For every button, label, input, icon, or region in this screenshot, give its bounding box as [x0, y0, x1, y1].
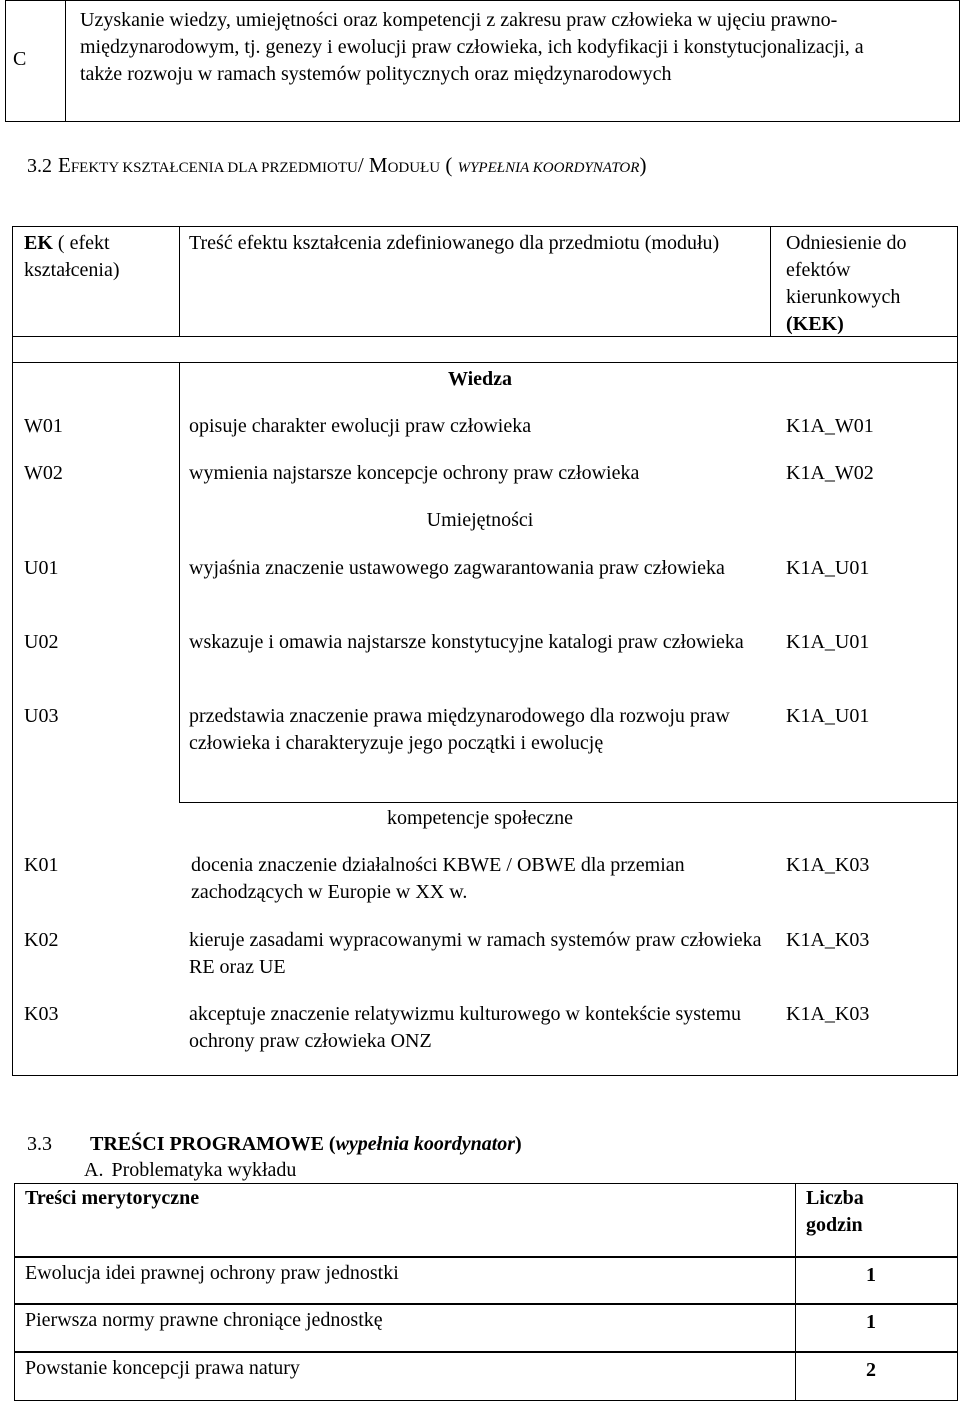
tresci-row-3-hours: 2 — [866, 1359, 876, 1381]
tresci-row-1-hours: 1 — [866, 1264, 876, 1286]
tresci-header-topic: Treści merytoryczne — [25, 1187, 200, 1209]
section-33-subheading: A. Problematyka wykładu — [84, 1159, 297, 1181]
row-u02-kek: K1A_U01 — [786, 631, 870, 653]
row-u01-kek: K1A_U01 — [786, 557, 870, 579]
ek-header-col-divider-1 — [179, 226, 180, 336]
row-k03-text: akceptuje znaczenie relatywizmu kulturowego w kontekście systemu ochrony praw człowieka ONZ — [189, 1003, 742, 1052]
ek-header-kek: Odniesienie do efektów kierunkowych (KEK) — [786, 232, 907, 335]
tresci-row-2-hours: 1 — [866, 1311, 876, 1333]
row-k01-code: K01 — [24, 854, 59, 876]
section-32-number: 3.2 — [27, 155, 52, 177]
tresci-row-2-divider — [795, 1304, 796, 1352]
row-k01-text: docenia znaczenie działalności KBWE / OBWE dla przemian zachodzących w Europie w XX w. — [191, 854, 685, 903]
section-c-divider — [65, 0, 66, 122]
row-u02-code: U02 — [24, 631, 59, 653]
row-k03-code: K03 — [24, 1003, 59, 1025]
section-32-heading: 3.2 EFEKTY KSZTAŁCENIA DLA PRZEDMIOTU/ MODUŁU ( WYPEŁNIA KOORDYNATOR) — [27, 153, 647, 177]
row-k02-code: K02 — [24, 929, 59, 951]
row-w02-text: wymienia najstarsze koncepcje ochrony praw człowieka — [189, 462, 640, 484]
row-w02-kek: K1A_W02 — [786, 462, 874, 484]
tresci-row-3-topic: Powstanie koncepcji prawa natury — [25, 1357, 300, 1379]
row-u01-code: U01 — [24, 557, 59, 579]
ek-header-content: Treść efektu kształcenia zdefiniowanego dla przedmiotu (modułu) — [189, 232, 720, 254]
row-k03-kek: K1A_K03 — [786, 1003, 870, 1025]
row-u01-text: wyjaśnia znaczenie ustawowego zagwarantowania praw człowieka — [189, 557, 725, 579]
row-k02-kek: K1A_K03 — [786, 929, 870, 951]
tresci-row-2-topic: Pierwsza normy prawne chroniące jednostkę — [25, 1309, 383, 1331]
row-k01-kek: K1A_K03 — [786, 854, 870, 876]
row-u02-text: wskazuje i omawia najstarsze konstytucyjne katalogi praw człowieka — [189, 631, 744, 653]
tresci-header-divider — [795, 1183, 796, 1257]
tresci-row-3-divider — [795, 1352, 796, 1401]
ek-group-line — [179, 802, 958, 803]
row-u03-kek: K1A_U01 — [786, 705, 870, 727]
row-u03-text: przedstawia znaczenie prawa międzynarodowego dla rozwoju praw człowieka i charakteryzuje jego początki i ewolucję — [189, 705, 730, 754]
section-33-heading: 3.3 TREŚCI PROGRAMOWE (wypełnia koordynator) — [27, 1133, 522, 1155]
section-c-text: Uzyskanie wiedzy, umiejętności oraz kompetencji z zakresu praw człowieka w ujęciu prawno-międzynarodowym, tj. genezy i ewolucji praw człowieka, ich kodyfikacji i konstytucjonalizacji, a także rozwoju w ramach systemów politycznych oraz międzynarodowych — [80, 9, 864, 85]
group-kompetencje: kompetencje społeczne — [386, 807, 574, 829]
ek-header-col-divider-2 — [770, 226, 771, 336]
ek-gap-line — [12, 362, 958, 363]
section-c-label: C — [13, 48, 27, 70]
group-umiejetnosci: Umiejętności — [426, 509, 534, 531]
section-33-number: 3.3 — [27, 1133, 52, 1155]
ek-body-col-divider — [179, 362, 180, 802]
row-u03-code: U03 — [24, 705, 59, 727]
ek-header-code: EK ( efekt kształcenia) — [24, 232, 120, 281]
row-k02-text: kieruje zasadami wypracowanymi w ramach systemów praw człowieka RE oraz UE — [189, 929, 762, 978]
tresci-row-1-topic: Ewolucja idei prawnej ochrony praw jednostki — [25, 1262, 399, 1284]
tresci-row-1-divider — [795, 1257, 796, 1304]
row-w02-code: W02 — [24, 462, 63, 484]
group-wiedza: Wiedza — [447, 368, 513, 390]
row-w01-kek: K1A_W01 — [786, 415, 874, 437]
row-w01-code: W01 — [24, 415, 63, 437]
tresci-header-hours: Liczba godzin — [806, 1187, 864, 1236]
row-w01-text: opisuje charakter ewolucji praw człowieka — [189, 415, 532, 437]
